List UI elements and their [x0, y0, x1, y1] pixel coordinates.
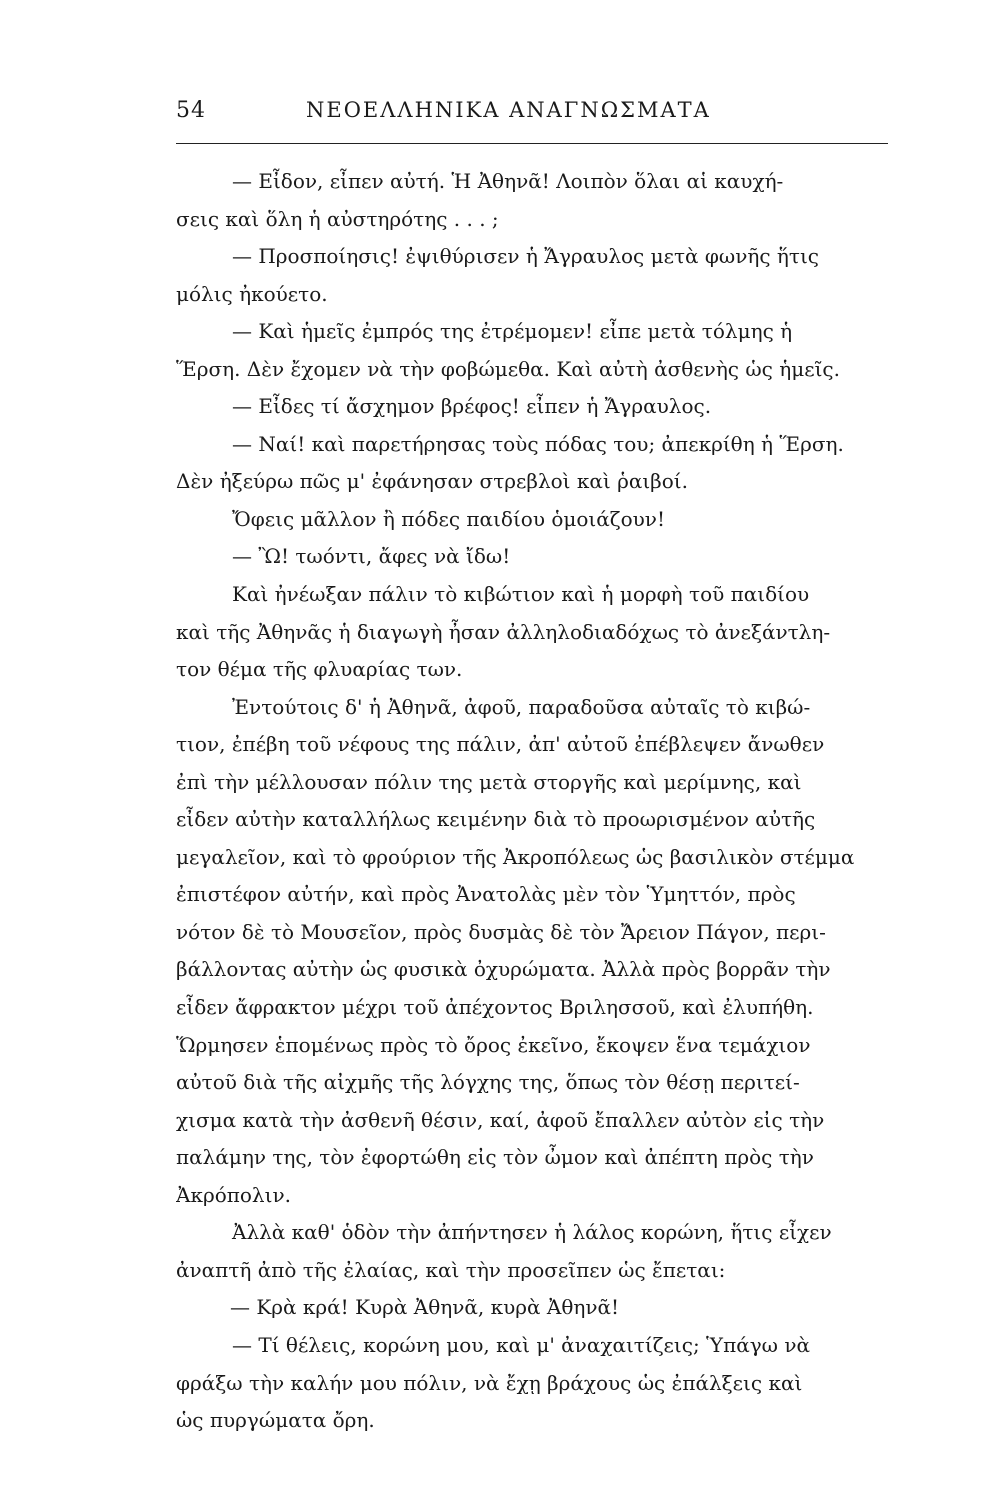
text-line: σεις καὶ ὅλη ἡ αὐστηρότης . . . ; [176, 206, 499, 231]
text-line: — Ὢ! τωόντι, ἄφες νὰ ἴδω! [232, 544, 511, 569]
text-line: ἐπιστέφον αὐτήν, καὶ πρὸς Ἀνατολὰς μὲν τὸν Ὑμηττόν, πρὸς [176, 882, 796, 907]
text-line: ἀναπτῆ ἀπὸ τῆς ἐλαίας, καὶ τὴν προσεῖπεν ὡς ἔπεται: [176, 1257, 726, 1282]
text-line: τιον, ἐπέβη τοῦ νέφους της πάλιν, ἀπ' αὐτοῦ ἐπέβλεψεν ἄνωθεν [176, 732, 825, 757]
text-line: τον θέμα τῆς φλυαρίας των. [176, 657, 463, 682]
text-line: Ἕρση. Δὲν ἔχομεν νὰ τὴν φοβώμεθα. Καὶ αὐτὴ ἀσθενὴς ὡς ἡμεῖς. [176, 356, 840, 381]
text-line: — Προσποίησις! ἐψιθύρισεν ἡ Ἄγραυλος μετὰ φωνῆς ἥτις [232, 244, 819, 269]
text-line: — Ναί! καὶ παρετήρησας τοὺς πόδας του; ἀπεκρίθη ἡ Ἕρση. [232, 431, 844, 456]
text-line: — Τί θέλεις, κορώνη μου, καὶ μ' ἀναχαιτίζεις; Ὑπάγω νὰ [232, 1332, 810, 1357]
text-line: Ἀλλὰ καθ' ὁδὸν τὴν ἀπήντησεν ἡ λάλος κορώνη, ἥτις εἶχεν [232, 1220, 832, 1245]
text-line: Ἐντούτοις δ' ἡ Ἀθηνᾶ, ἀφοῦ, παραδοῦσα αὐταῖς τὸ κιβώ- [232, 694, 811, 719]
text-line: — Κρὰ κρά! Κυρὰ Ἀθηνᾶ, κυρὰ Ἀθηνᾶ! [230, 1295, 620, 1320]
running-head [176, 98, 890, 138]
text-line: Δὲν ἠξεύρω πῶς μ' ἐφάνησαν στρεβλοὶ καὶ ῥαιβοί. [176, 469, 688, 494]
text-line: — Καὶ ἡμεῖς ἐμπρός της ἐτρέμομεν! εἶπε μετὰ τόλμης ἡ [232, 319, 793, 344]
text-line: Ἀκρόπολιν. [176, 1182, 291, 1207]
text-line: Ὄφεις μᾶλλον ἢ πόδες παιδίου ὁμοιάζουν! [232, 506, 665, 531]
text-line: αὐτοῦ διὰ τῆς αἰχμῆς τῆς λόγχης της, ὅπως τὸν θέσῃ περιτεί- [176, 1070, 800, 1095]
text-line: καὶ τῆς Ἀθηνᾶς ἡ διαγωγὴ ἦσαν ἀλληλοδιαδόχως τὸ ἀνεξάντλη- [176, 619, 831, 644]
text-line: εἶδεν ἄφρακτον μέχρι τοῦ ἀπέχοντος Βριλησσοῦ, καὶ ἐλυπήθη. [176, 995, 814, 1020]
text-line: εἶδεν αὐτὴν καταλλήλως κειμένην διὰ τὸ προωρισμένον αὐτῆς [176, 807, 816, 832]
page-number: 54 [176, 98, 206, 123]
text-line: χισμα κατὰ τὴν ἀσθενῆ θέσιν, καί, ἀφοῦ ἔπαλλεν αὐτὸν εἰς τὴν [176, 1107, 825, 1132]
text-line: ἐπὶ τὴν μέλλουσαν πόλιν της μετὰ στοργῆς καὶ μερίμνης, καὶ [176, 769, 802, 794]
text-line: νότον δὲ τὸ Μουσεῖον, πρὸς δυσμὰς δὲ τὸν Ἄρειον Πάγον, περι- [176, 919, 826, 944]
text-line: — Εἶδες τί ἄσχημον βρέφος! εἶπεν ἡ Ἄγραυλος. [232, 394, 712, 419]
text-line: παλάμην της, τὸν ἐφορτώθη εἰς τὸν ὦμον καὶ ἀπέπτη πρὸς τὴν [176, 1145, 814, 1170]
text-line: φράξω τὴν καλήν μου πόλιν, νὰ ἔχῃ βράχους ὡς ἐπάλξεις καὶ [176, 1370, 803, 1395]
text-line: Καὶ ἠνέωξαν πάλιν τὸ κιβώτιον καὶ ἡ μορφὴ τοῦ παιδίου [232, 582, 810, 607]
running-title: ΝΕΟΕΛΛΗΝΙΚΑ ΑΝΑΓΝΩΣΜΑΤΑ [306, 98, 711, 122]
text-line: μεγαλεῖον, καὶ τὸ φρούριον τῆς Ἀκροπόλεως ὡς βασιλικὸν στέμμα [176, 844, 855, 869]
header-rule [176, 143, 888, 144]
text-line: ὡς πυργώματα ὄρη. [176, 1408, 375, 1433]
text-line: Ὥρμησεν ἑπομένως πρὸς τὸ ὄρος ἐκεῖνο, ἔκοψεν ἕνα τεμάχιον [176, 1032, 811, 1057]
text-line: μόλις ἠκούετο. [176, 281, 328, 306]
body-text [176, 163, 890, 1440]
text-line: — Εἶδον, εἶπεν αὐτή. Ἡ Ἀθηνᾶ! Λοιπὸν ὅλαι αἱ καυχή- [232, 169, 784, 193]
text-line: βάλλοντας αὐτὴν ὡς φυσικὰ ὀχυρώματα. Ἀλλὰ πρὸς βορρᾶν τὴν [176, 957, 831, 982]
